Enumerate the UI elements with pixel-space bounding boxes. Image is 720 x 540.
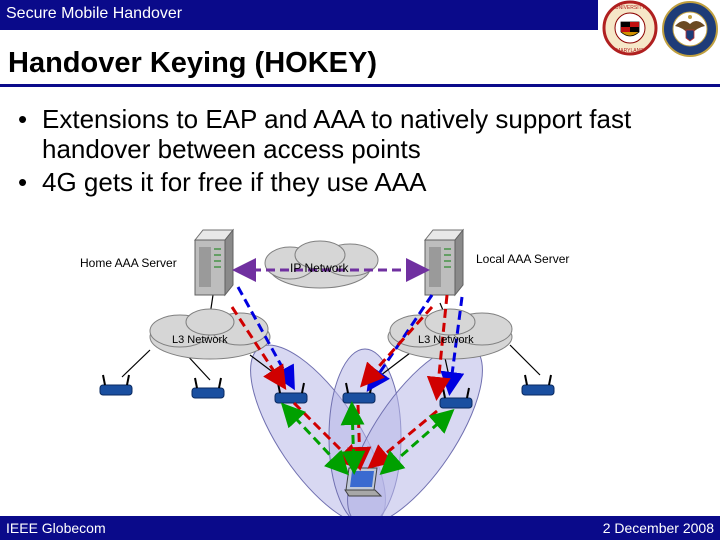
wireless-router-icon <box>100 375 132 395</box>
footer-bar <box>0 516 720 540</box>
header-bar <box>0 0 598 30</box>
l3-network-left-label: L3 Network <box>172 334 228 346</box>
local-aaa-server-label: Local AAA Server <box>476 252 570 266</box>
bullet-list <box>18 104 708 200</box>
handover-diagram <box>0 225 720 516</box>
wireless-router-icon <box>192 378 224 398</box>
ip-network-label: IP Network <box>290 261 349 275</box>
title-underline <box>0 84 720 87</box>
slide-title: Handover Keying (HOKEY) <box>8 47 377 79</box>
link-line <box>510 345 540 375</box>
svg-text:MARYLAND: MARYLAND <box>616 48 644 54</box>
home-aaa-server-label: Home AAA Server <box>80 256 177 270</box>
bullet-item: • 4G gets it for free if they use AAA <box>18 167 708 197</box>
svg-text:UNIVERSITY: UNIVERSITY <box>614 5 646 11</box>
footer-conference: IEEE Globecom <box>6 520 106 536</box>
home-aaa-server-icon <box>195 230 233 295</box>
dod-seal-logo <box>661 0 719 58</box>
bullet-item: • Extensions to EAP and AAA to natively support fast handover between access points <box>18 104 708 164</box>
l3-network-right-label: L3 Network <box>418 334 474 346</box>
local-aaa-server-icon <box>425 230 463 295</box>
wireless-router-icon <box>522 375 554 395</box>
header-title: Secure Mobile Handover <box>6 5 183 22</box>
link-line <box>122 350 150 377</box>
footer-date: 2 December 2008 <box>602 520 714 536</box>
university-seal-logo <box>601 0 659 56</box>
